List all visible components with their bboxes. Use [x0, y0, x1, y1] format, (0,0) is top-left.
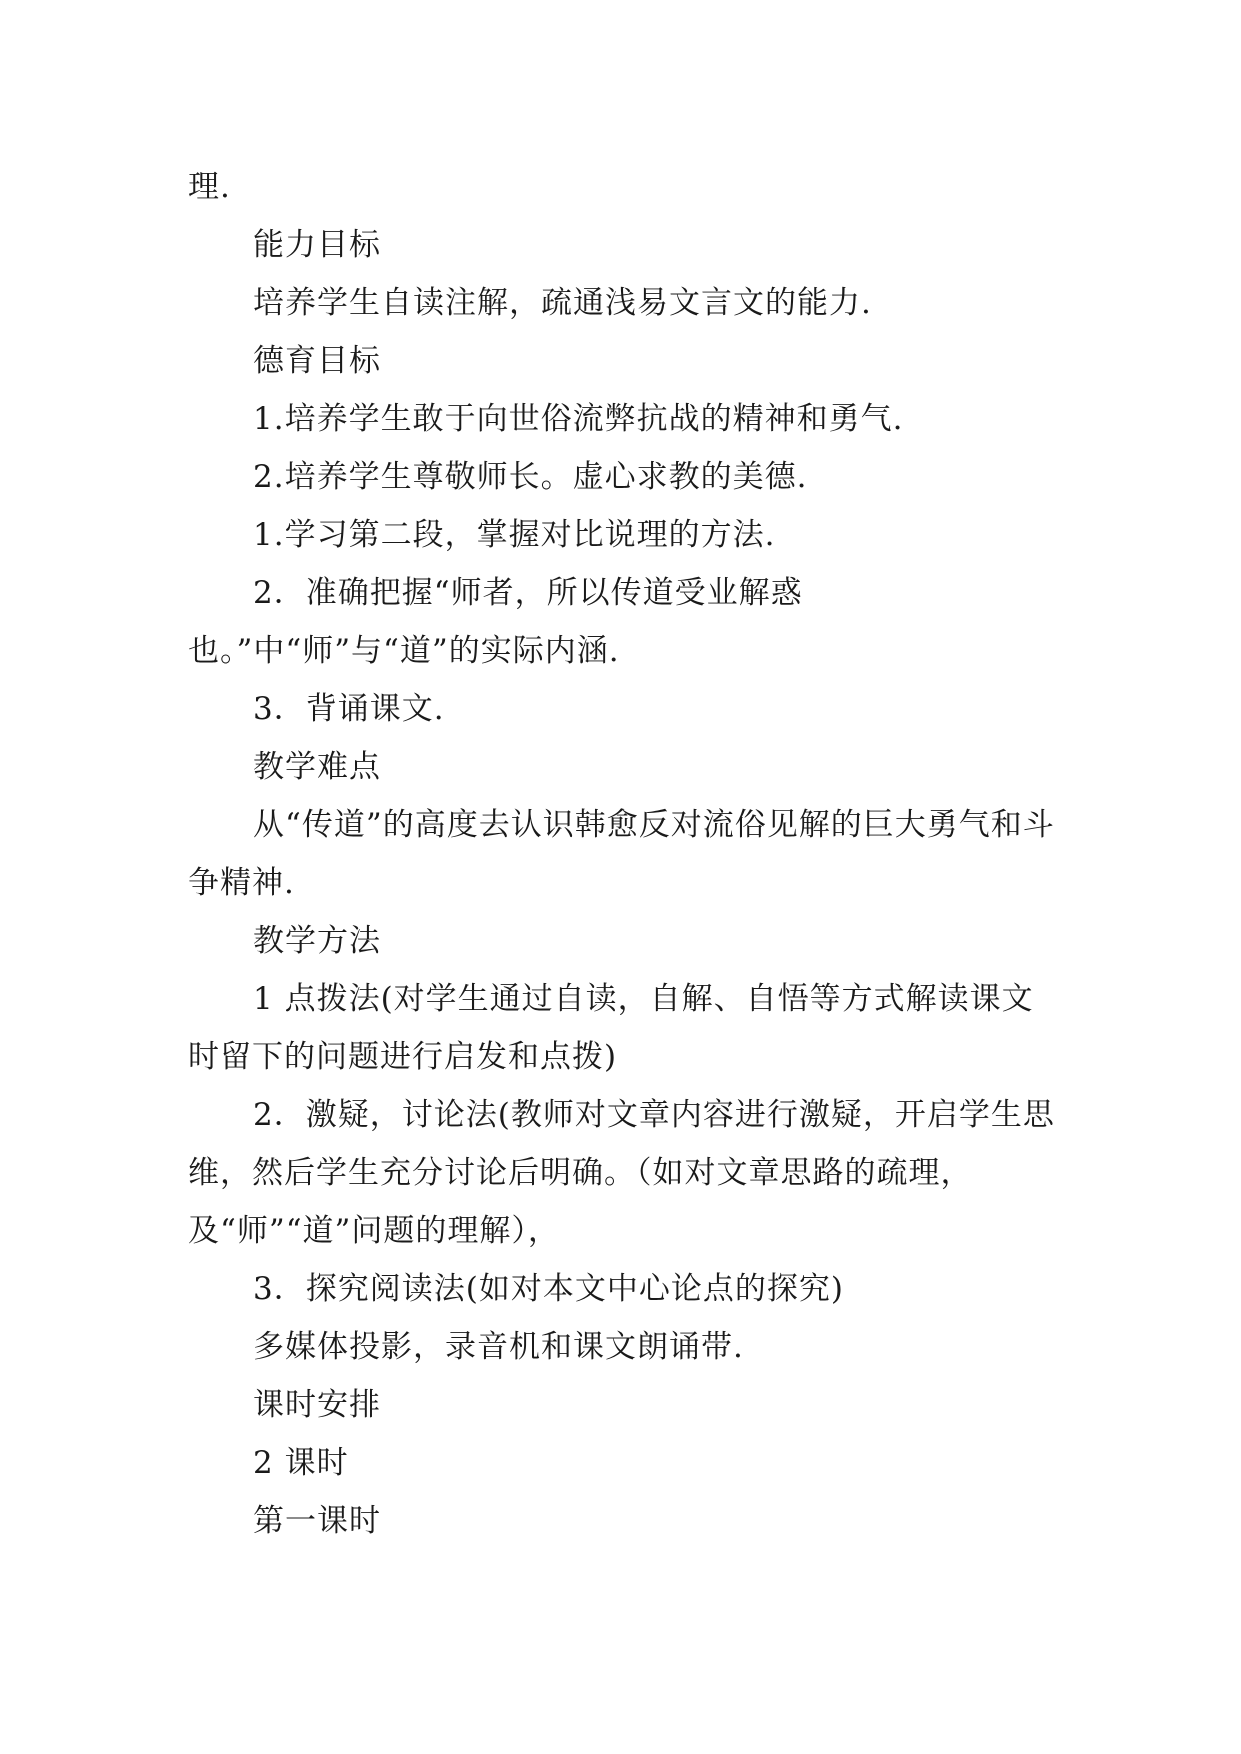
- section-heading: 教学难点: [253, 749, 381, 785]
- list-item: 3．背诵课文.: [253, 691, 445, 727]
- paragraph: 理.: [188, 169, 231, 205]
- paragraph: 培养学生自读注解，疏通浅易文言文的能力.: [253, 285, 872, 321]
- paragraph: 2 课时: [253, 1445, 349, 1481]
- section-heading: 教学方法: [253, 923, 381, 959]
- list-item: 1.学习第二段，掌握对比说理的方法.: [253, 517, 776, 553]
- section-heading: 课时安排: [253, 1387, 381, 1423]
- paragraph: 多媒体投影，录音机和课文朗诵带.: [253, 1329, 744, 1365]
- list-item: 2．准确把握“师者，所以传道受业解惑也。”中“师”与“道”的实际内涵.: [188, 575, 803, 669]
- list-item: 3．探究阅读法(如对本文中心论点的探究): [253, 1271, 844, 1307]
- section-heading: 能力目标: [253, 227, 381, 263]
- list-item: 2.培养学生尊敬师长。虚心求教的美德.: [253, 459, 808, 495]
- section-heading: 第一课时: [253, 1503, 381, 1539]
- list-item: 1.培养学生敢于向世俗流弊抗战的精神和勇气.: [253, 401, 904, 437]
- section-heading: 德育目标: [253, 343, 381, 379]
- paragraph: 从“传道”的高度去认识韩愈反对流俗见解的巨大勇气和斗争精神.: [188, 807, 1055, 901]
- document-body: [188, 158, 1058, 1550]
- list-item: 2．激疑，讨论法(教师对文章内容进行激疑，开启学生思维，然后学生充分讨论后明确。（如对文章思路的疏理，及“师”“道”问题的理解），: [188, 1097, 1055, 1249]
- list-item: 1 点拨法(对学生通过自读，自解、自悟等方式解读课文时留下的问题进行启发和点拨): [188, 981, 1034, 1075]
